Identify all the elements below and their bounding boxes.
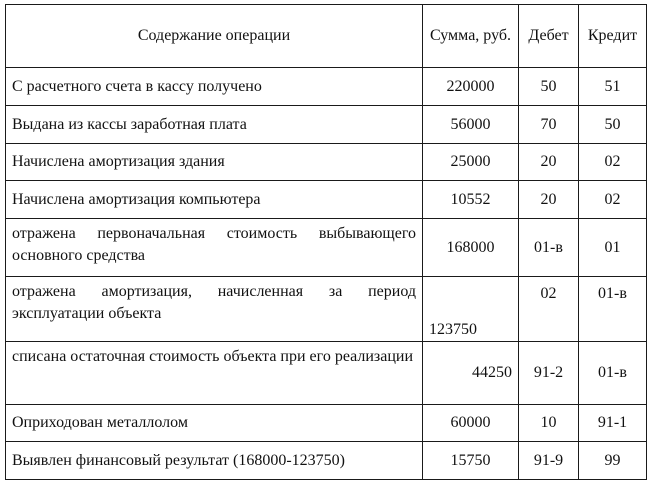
row-credit: 01 (579, 219, 647, 277)
table-row (6, 219, 647, 277)
row-debit: 10 (519, 405, 579, 442)
row-debit: 70 (519, 106, 579, 144)
table-row (6, 68, 647, 106)
row-description: Начислена амортизация здания (6, 144, 423, 181)
table-header-row (6, 5, 647, 68)
row-sum: 123750 (423, 277, 519, 342)
row-sum: 168000 (423, 219, 519, 277)
row-debit: 91-2 (519, 342, 579, 405)
row-sum: 60000 (423, 405, 519, 442)
table-row (6, 277, 647, 342)
row-credit: 01-в (579, 342, 647, 405)
row-credit: 51 (579, 68, 647, 106)
row-credit: 02 (579, 144, 647, 181)
row-credit: 99 (579, 442, 647, 480)
row-description: Начислена амортизация компьютера (6, 181, 423, 219)
header-credit: Кредит (579, 5, 647, 68)
row-debit: 20 (519, 144, 579, 181)
row-description: С расчетного счета в кассу получено (6, 68, 423, 106)
table-row (6, 405, 647, 442)
row-sum: 44250 (423, 342, 519, 405)
row-credit: 50 (579, 106, 647, 144)
row-credit: 01-в (579, 277, 647, 342)
row-sum: 15750 (423, 442, 519, 480)
row-description: Выявлен финансовый результат (168000-123750) (6, 442, 423, 480)
row-description: Выдана из кассы заработная плата (6, 106, 423, 144)
row-sum: 220000 (423, 68, 519, 106)
header-sum: Сумма, руб. (423, 5, 519, 68)
row-sum: 25000 (423, 144, 519, 181)
row-debit: 91-9 (519, 442, 579, 480)
row-debit: 50 (519, 68, 579, 106)
table-row (6, 342, 647, 405)
row-debit: 01-в (519, 219, 579, 277)
row-debit: 20 (519, 181, 579, 219)
row-sum: 56000 (423, 106, 519, 144)
table-row (6, 181, 647, 219)
table-row (6, 106, 647, 144)
row-description: списана остаточная стоимость объекта при его реализации (6, 342, 423, 405)
row-description: Оприходован металлолом (6, 405, 423, 442)
row-description: отражена амортизация, начисленная за период эксплуатации объекта (6, 277, 423, 342)
row-description: отражена первоначальная стоимость выбывающего основного средства (6, 219, 423, 277)
header-debit: Дебет (519, 5, 579, 68)
ledger-table (5, 4, 647, 480)
table-row (6, 442, 647, 480)
row-debit: 02 (519, 277, 579, 342)
row-sum: 10552 (423, 181, 519, 219)
header-description: Содержание операции (6, 5, 423, 68)
row-credit: 02 (579, 181, 647, 219)
table-row (6, 144, 647, 181)
row-credit: 91-1 (579, 405, 647, 442)
